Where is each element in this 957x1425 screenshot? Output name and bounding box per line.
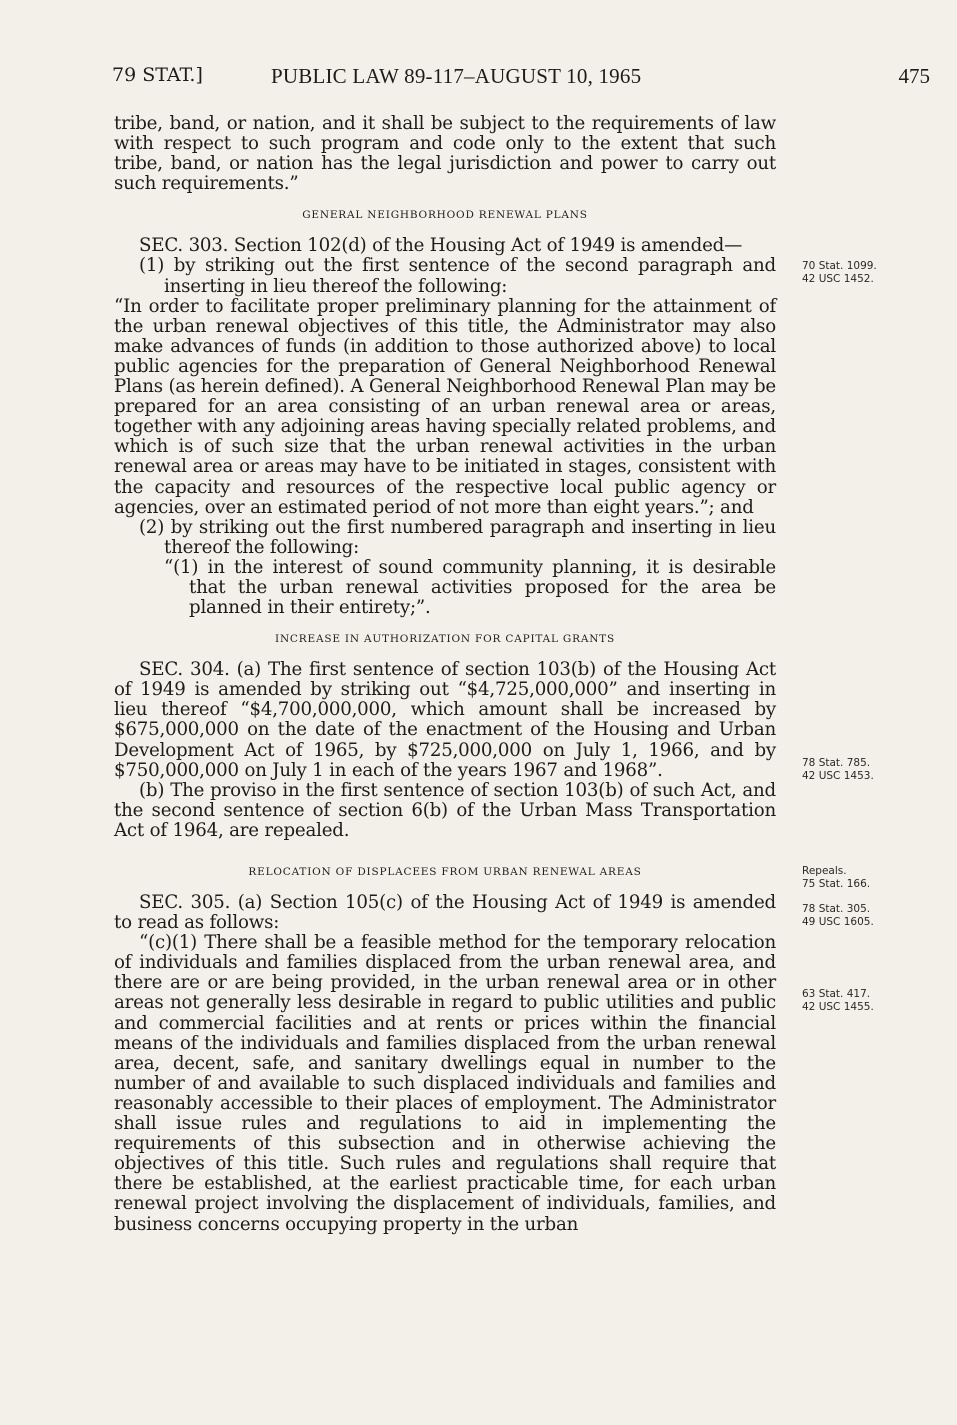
section-305-a: SEC. 305. (a) Section 105(c) of the Housing Act of 1949 is amended to read as follows: — [114, 892, 776, 934]
margin-citation: 42 USC 1455. — [802, 1001, 874, 1013]
statute-volume: 79 STAT.] — [112, 64, 203, 86]
margin-citation: 75 Stat. 166. — [802, 878, 871, 890]
margin-citation: 70 Stat. 1099. — [802, 260, 877, 272]
paragraph-continuation: tribe, band, or nation, and it shall be subject to the requirements of law with respect to such program and code only to the extent that such tribe, band, or nation has the legal jurisdiction and power to carry out such requirements.” — [114, 113, 776, 195]
section-heading-304: INCREASE IN AUTHORIZATION FOR CAPITAL GRANTS — [275, 633, 615, 646]
section-305-quoted-text: “(c)(1) There shall be a feasible method for the temporary relocation of individuals and families displaced from the urban renewal area, and there are or are being provided, in the urban renewal area or in other areas not generally less desirable in regard to public utilities and public and commercial facilities and at rents or prices within the financial means of the individuals and families displaced from the urban renewal area, decent, safe, and sanitary dwellings equal in number to the number of and available to such displaced individuals and families and reasonably accessible to their places of employment. The Administrator shall issue rules and regulations to aid in implementing the requirements of this subsection and in otherwise achieving the objectives of this title. Such rules and regulations shall require that there be established, at the earliest practicable time, for each urban renewal project involving the displacement of individuals, families, and business concerns occupying property in the urban — [114, 932, 776, 1235]
section-heading-305: RELOCATION OF DISPLACEES FROM URBAN RENEWAL AREAS — [248, 866, 642, 878]
margin-citation: 42 USC 1453. — [802, 770, 874, 782]
margin-citation: 49 USC 1605. — [802, 916, 874, 928]
section-303-quoted-item: “(1) in the interest of sound community planning, it is desirable that the urban renewal activities proposed for the area be planned in their entirety;”. — [164, 556, 776, 619]
section-303-intro: SEC. 303. Section 102(d) of the Housing Act of 1949 is amended— — [139, 235, 743, 257]
document-body — [114, 114, 776, 1235]
section-303-item-1: (1) by striking out the first sentence of the second paragraph and inserting in lieu thereof the following: — [139, 255, 776, 297]
section-heading-303: GENERAL NEIGHBORHOOD RENEWAL PLANS — [302, 209, 588, 222]
margin-note-305 — [802, 988, 912, 1014]
margin-citation: Repeals. — [802, 865, 847, 877]
section-304-b: (b) The proviso in the first sentence of section 103(b) of such Act, and the second sentence of section 6(b) of the Urban Mass Transportation Act of 1964, are repealed. — [114, 779, 776, 841]
margin-citation: 42 USC 1452. — [802, 273, 874, 285]
margin-note-303 — [802, 260, 912, 286]
margin-citation: 63 Stat. 417. — [802, 988, 871, 1000]
page-header — [112, 64, 930, 94]
margin-note-304 — [802, 757, 912, 783]
margin-citation: 78 Stat. 305. — [802, 903, 871, 915]
section-304-a: SEC. 304. (a) The first sentence of section 103(b) of the Housing Act of 1949 is amended by striking out “$4,725,000,000” and inserting in lieu thereof “$4,700,000,000, which amount shall be increased by $675,000,000 on the date of the enactment of the Housing and Urban Development Act of 1965, by $725,000,000 on July 1, 1966, and by $750,000,000 on July 1 in each of the years 1967 and 1968”. — [114, 659, 776, 781]
page-number: 475 — [898, 64, 930, 88]
page-title: PUBLIC LAW 89-117–AUGUST 10, 1965 — [271, 64, 642, 88]
margin-note-repeals — [802, 865, 912, 929]
margin-citation: 78 Stat. 785. — [802, 757, 871, 769]
section-303-quoted-text: “In order to facilitate proper preliminary planning for the attainment of the urban renewal objectives of this title, the Administrator may also make advances of funds (in addition to those authorized above) to local public agencies for the preparation of General Neighborhood Renewal Plans (as herein defined). A General Neighborhood Renewal Plan may be prepared for an area consisting of an urban renewal area or areas, together with any adjoining areas having specially related problems, and which is of such size that the urban renewal activities in the urban renewal area or areas may have to be initiated in stages, consistent with the capacity and resources of the respective local public agency or agencies, over an estimated period of not more than eight years.”; and — [114, 295, 776, 518]
section-303-item-2: (2) by striking out the first numbered paragraph and inserting in lieu thereof the following: — [139, 516, 776, 558]
